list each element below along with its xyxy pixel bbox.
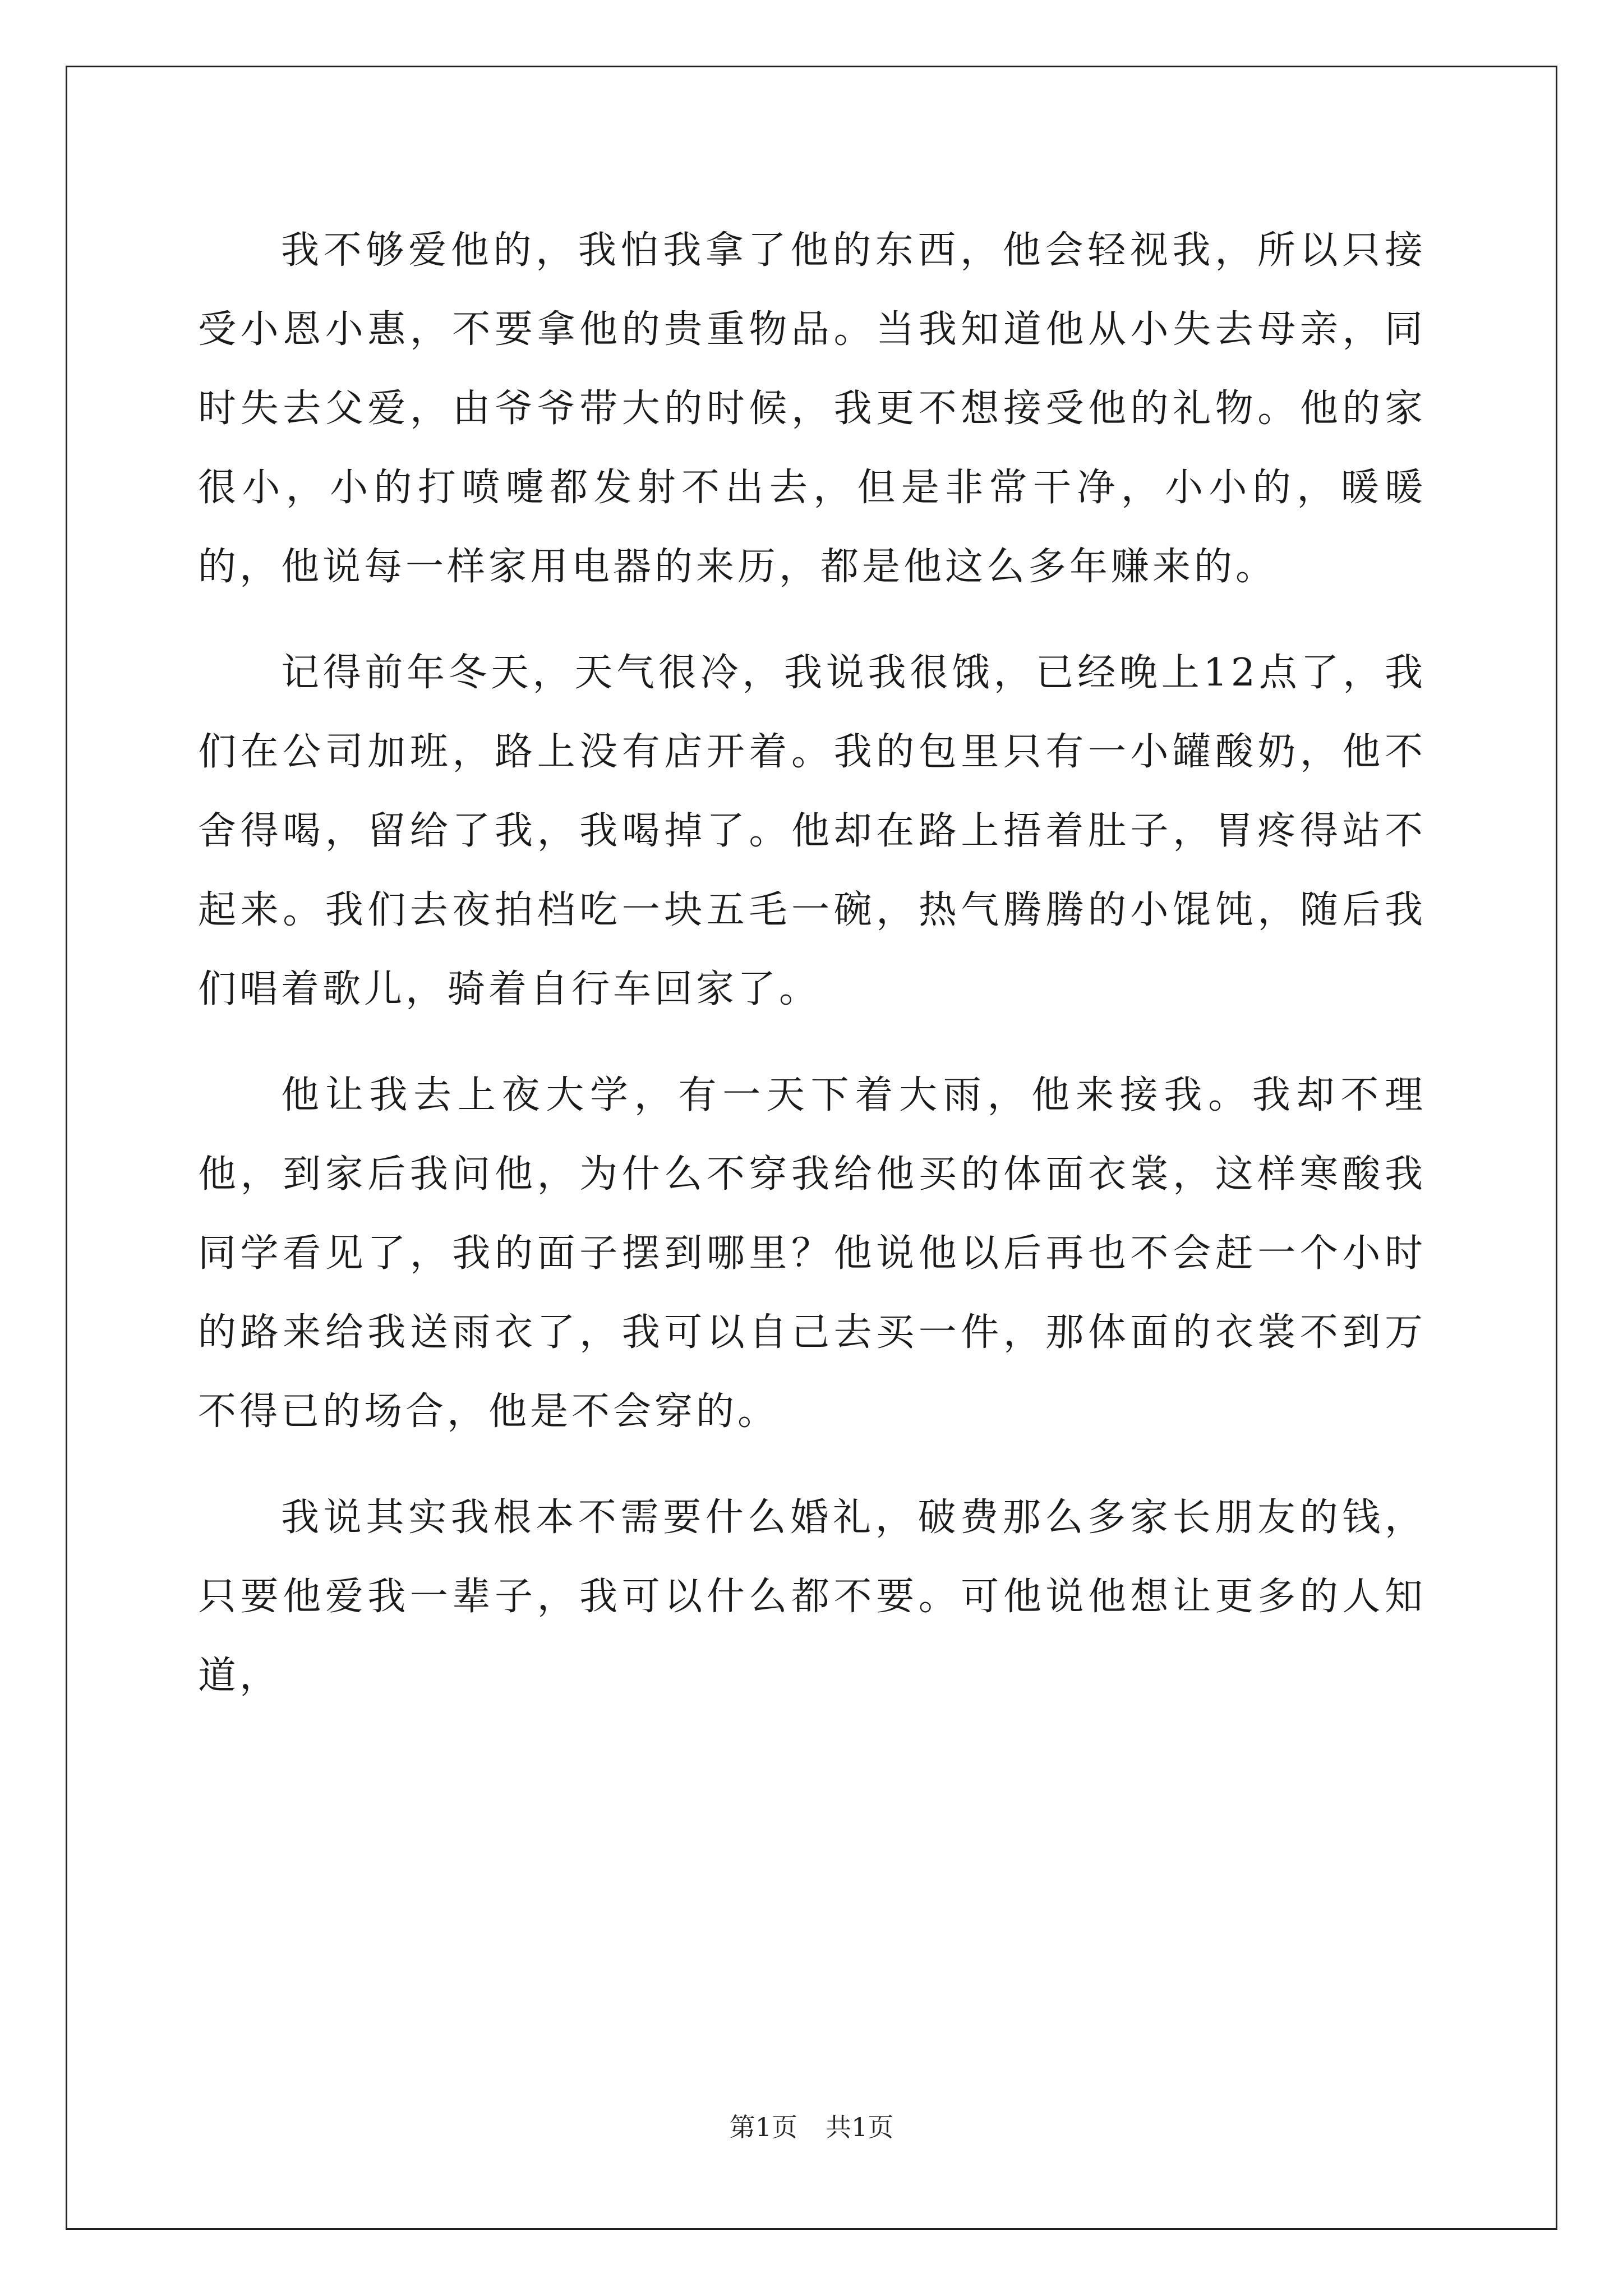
document-body [198,211,1426,1742]
paragraph-4: 我说其实我根本不需要什么婚礼，破费那么多家长朋友的钱，只要他爱我一辈子，我可以什么都不要。可他说他想让更多的人知道， [198,1496,1426,1698]
paragraph-3: 他让我去上夜大学，有一天下着大雨，他来接我。我却不理他，到家后我问他，为什么不穿我给他买的体面衣裳，这样寒酸我同学看见了，我的面子摆到哪里？他说他以后再也不会赶一个小时的路来给我送雨衣了，我可以自己去买一件，那体面的衣裳不到万不得已的场合，他是不会穿的。 [198,1073,1426,1434]
page-number-current: 第1页 [729,2112,797,2142]
page-footer [0,2110,1623,2144]
paragraph-1: 我不够爱他的，我怕我拿了他的东西，他会轻视我，所以只接受小恩小惠，不要拿他的贵重物品。当我知道他从小失去母亲，同时失去父爱，由爷爷带大的时候，我更不想接受他的礼物。他的家很小，小的打喷嚏都发射不出去，但是非常干净，小小的，暖暖的，他说每一样家用电器的来历，都是他这么多年赚来的。 [198,228,1426,589]
page-number-total: 共1页 [826,2112,894,2142]
paragraph-2: 记得前年冬天，天气很冷，我说我很饿，已经晚上12点了，我们在公司加班，路上没有店开着。我的包里只有一小罐酸奶，他不舍得喝，留给了我，我喝掉了。他却在路上捂着肚子，胃疼得站不起来。我们去夜拍档吃一块五毛一碗，热气腾腾的小馄饨，随后我们唱着歌儿，骑着自行车回家了。 [198,651,1426,1011]
